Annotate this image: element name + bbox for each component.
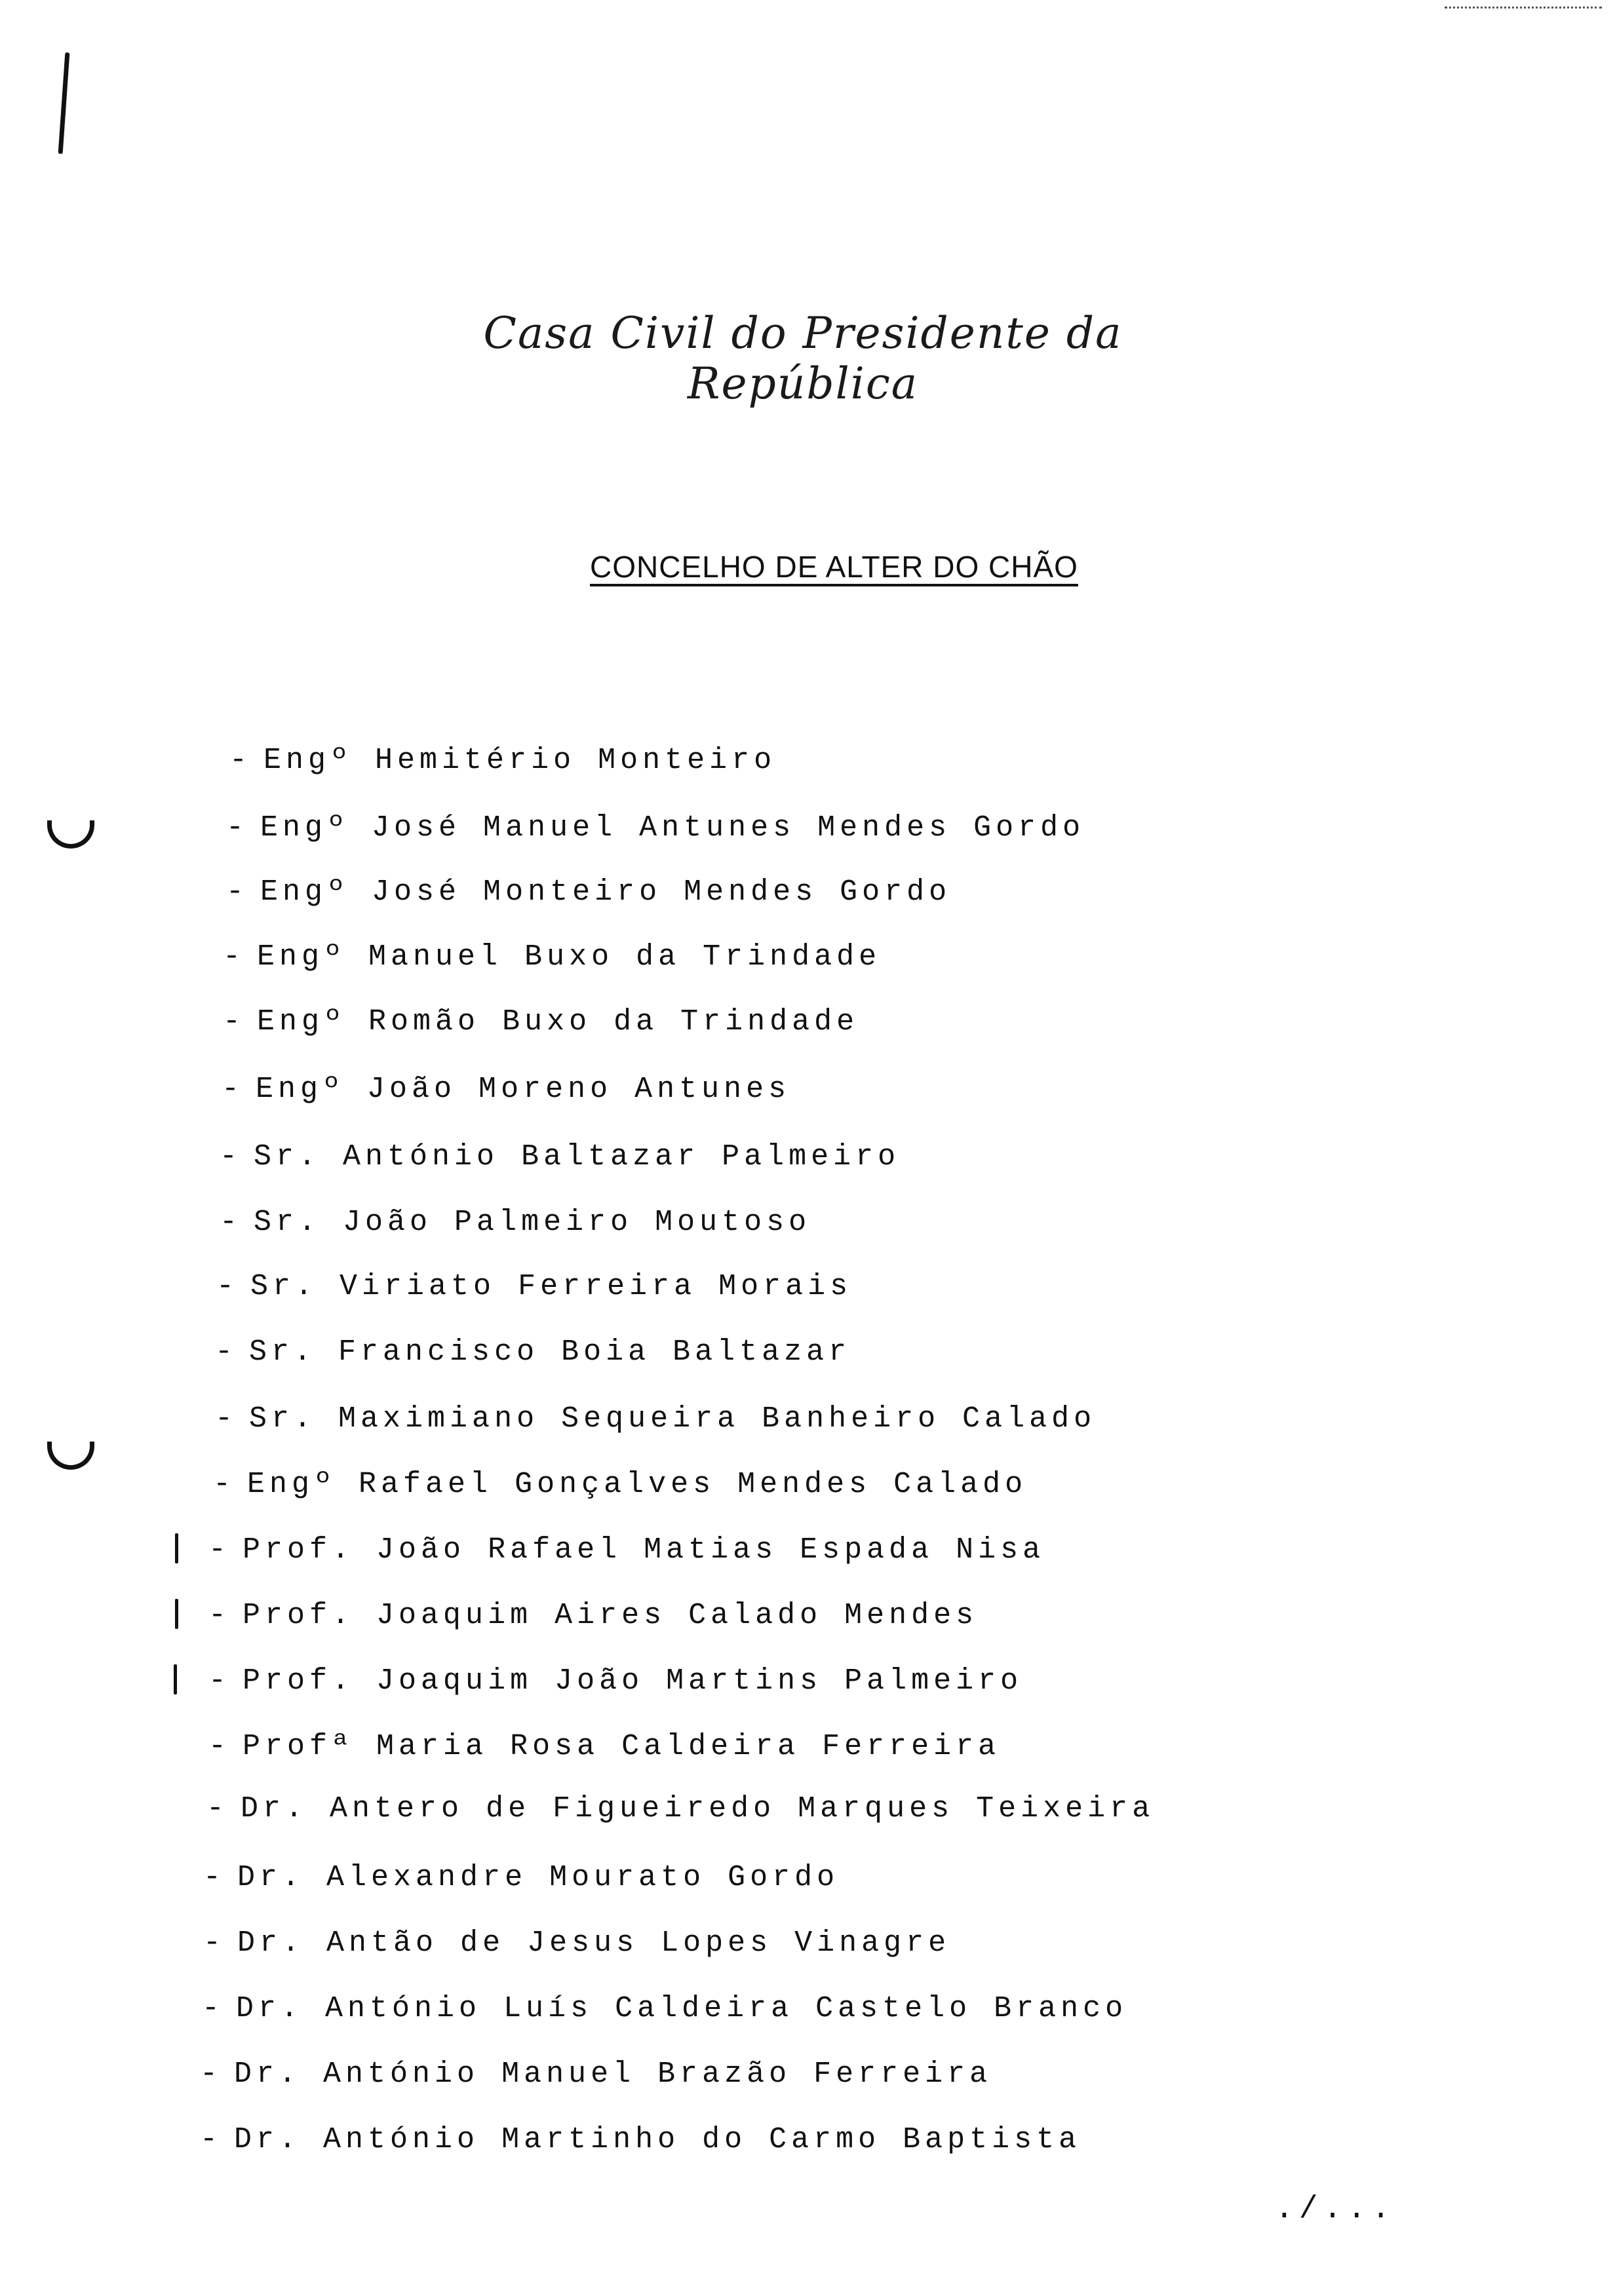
list-item xyxy=(216,1270,852,1303)
list-item-text: Dr. Alexandre Mourato Gordo xyxy=(237,1861,840,1894)
list-item-text: Sr. João Palmeiro Moutoso xyxy=(254,1206,811,1239)
list-item xyxy=(208,1730,1000,1763)
list-dash: - xyxy=(208,1533,231,1567)
list-dash: - xyxy=(200,2123,223,2156)
list-item-text: Prof. Joaquim João Martins Palmeiro xyxy=(243,1664,1023,1698)
page-heading: CONCELHO DE ALTER DO CHÃO xyxy=(590,550,1078,584)
list-dash: - xyxy=(213,1468,236,1501)
list-dash: - xyxy=(226,811,249,845)
list-item xyxy=(208,1599,978,1632)
list-dash: - xyxy=(206,1792,229,1826)
list-dash: - xyxy=(200,2057,223,2091)
list-item xyxy=(203,1926,950,1960)
list-item xyxy=(223,1005,859,1039)
list-item-text: Dr. Antão de Jesus Lopes Vinagre xyxy=(237,1926,951,1960)
list-item-text: Engº Manuel Buxo da Trindade xyxy=(257,940,882,974)
list-item xyxy=(215,1402,1096,1436)
list-item xyxy=(200,2057,992,2091)
list-dash: - xyxy=(226,875,249,909)
list-dash: - xyxy=(215,1335,238,1369)
list-item-text: Dr. António Martinho do Carmo Baptista xyxy=(234,2123,1081,2156)
list-item-text: Sr. António Baltazar Palmeiro xyxy=(254,1140,901,1174)
list-item xyxy=(200,2123,1081,2156)
list-item xyxy=(226,811,1085,845)
list-dash: - xyxy=(216,1270,239,1303)
list-item-text: Engº João Moreno Antunes xyxy=(256,1073,791,1106)
list-dash: - xyxy=(223,1005,246,1039)
list-dash: - xyxy=(215,1402,238,1436)
list-dash: - xyxy=(203,1861,226,1894)
list-item-text: Dr. António Luís Caldeira Castelo Branco xyxy=(236,1992,1128,2025)
list-dash: - xyxy=(203,1926,226,1960)
list-item xyxy=(208,1664,1022,1698)
list-item xyxy=(220,1140,900,1174)
list-item-text: Sr. Viriato Ferreira Morais xyxy=(250,1270,853,1303)
list-dash: - xyxy=(229,744,252,777)
margin-tick-mark xyxy=(175,1533,178,1563)
list-dash: - xyxy=(208,1599,231,1632)
list-item xyxy=(206,1792,1154,1826)
letterhead: Casa Civil do Presidente da República xyxy=(483,308,1123,409)
list-item xyxy=(229,744,776,777)
list-item xyxy=(223,940,881,974)
list-item-text: Engº Rafael Gonçalves Mendes Calado xyxy=(247,1468,1028,1501)
list-dash: - xyxy=(220,1206,243,1239)
list-item-text: Engº Romão Buxo da Trindade xyxy=(257,1005,859,1039)
list-dash: - xyxy=(208,1730,231,1763)
list-item xyxy=(213,1468,1027,1501)
list-item-text: Profª Maria Rosa Caldeira Ferreira xyxy=(243,1730,1001,1763)
list-item-text: Sr. Maximiano Sequeira Banheiro Calado xyxy=(249,1402,1097,1436)
list-dash: - xyxy=(222,1073,244,1106)
list-item-text: Dr. Antero de Figueiredo Marques Teixeira xyxy=(241,1792,1155,1826)
list-item-text: Sr. Francisco Boia Baltazar xyxy=(249,1335,851,1369)
list-item xyxy=(226,875,951,909)
list-item-text: Engº José Manuel Antunes Mendes Gordo xyxy=(260,811,1085,845)
list-item xyxy=(220,1206,811,1239)
list-dash: - xyxy=(202,1992,225,2025)
list-item-text: Prof. João Rafael Matias Espada Nisa xyxy=(243,1533,1045,1567)
list-item-text: Dr. António Manuel Brazão Ferreira xyxy=(234,2057,992,2091)
margin-tick-mark xyxy=(175,1599,178,1629)
list-item xyxy=(222,1073,790,1106)
list-item-text: Engº Hemitério Monteiro xyxy=(263,744,777,777)
list-item xyxy=(208,1533,1045,1567)
list-item xyxy=(202,1992,1127,2025)
margin-tick-mark xyxy=(174,1664,177,1694)
list-dash: - xyxy=(208,1664,231,1698)
list-item-text: Engº José Monteiro Mendes Gordo xyxy=(260,875,952,909)
list-item-text: Prof. Joaquim Aires Calado Mendes xyxy=(243,1599,979,1632)
list-item xyxy=(215,1335,851,1369)
list-dash: - xyxy=(223,940,246,974)
list-dash: - xyxy=(220,1140,243,1174)
continuation-mark: ./... xyxy=(1275,2192,1396,2227)
list-item xyxy=(203,1861,839,1894)
